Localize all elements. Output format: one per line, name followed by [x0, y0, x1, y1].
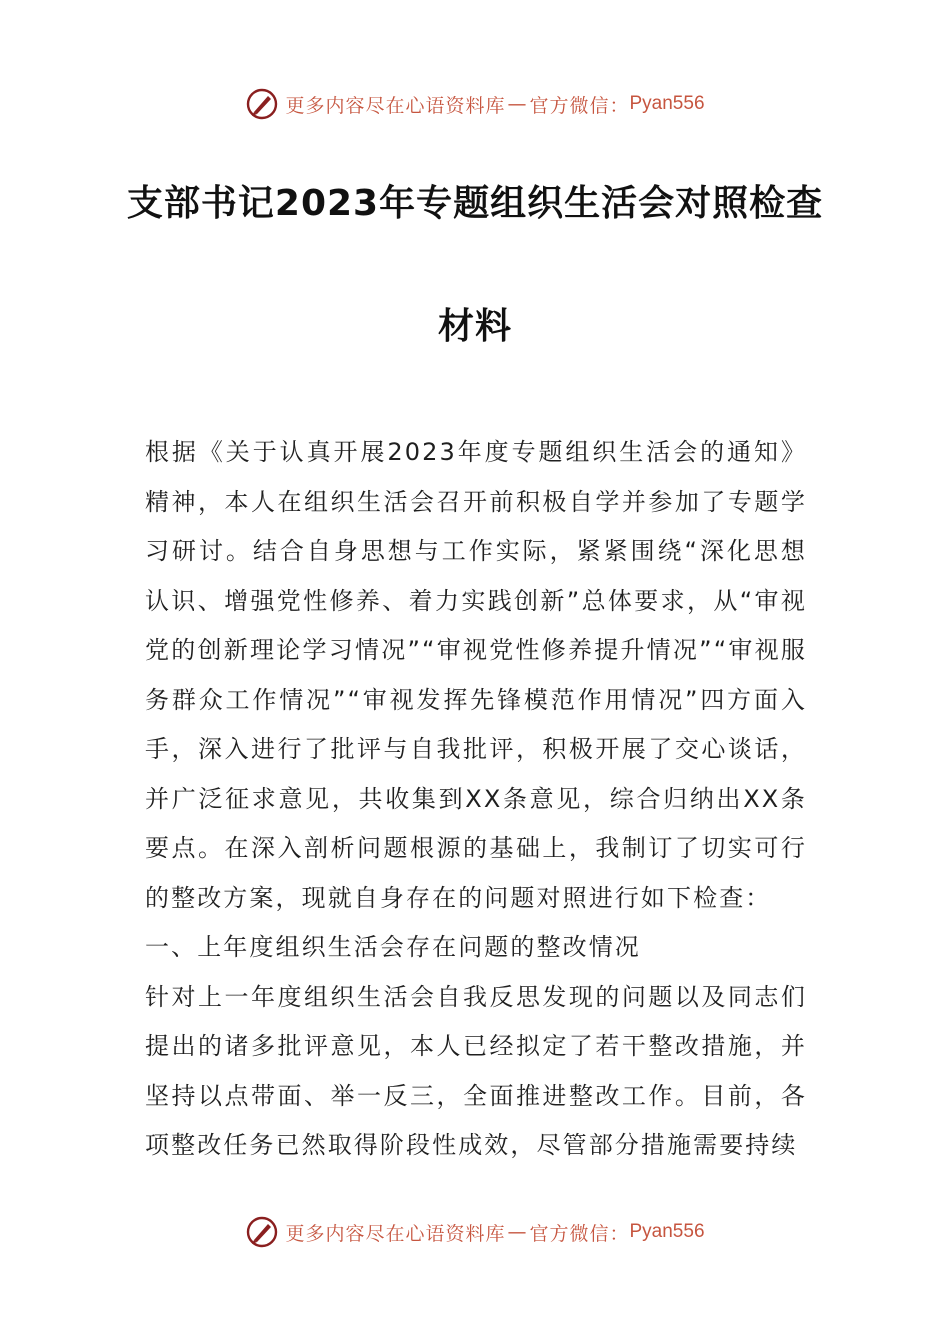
- document-body: [145, 428, 807, 1171]
- body-paragraph: 针对上一年度组织生活会自我反思发现的问题以及同志们提出的诸多批评意见，本人已经拟定了若干整改措施，并坚持以点带面、举一反三，全面推进整改工作。目前，各项整改任务已然取得阶段性成效，尽管部分措施需要持续: [145, 982, 807, 1159]
- pen-logo-icon: [245, 87, 279, 121]
- document-title-line-1: 支部书记2023年专题组织生活会对照检查: [126, 183, 824, 224]
- document-title-line-2: 材料: [437, 306, 512, 347]
- watermark-text: 更多内容尽在心语资料库: [285, 94, 506, 117]
- watermark-label: 官方微信：: [529, 1222, 630, 1245]
- watermark-label: 官方微信：: [529, 94, 630, 117]
- pen-logo-icon: [245, 1215, 279, 1249]
- intro-paragraph: 根据《关于认真开展2023年度专题组织生活会的通知》精神，本人在组织生活会召开前积极自学并参加了专题学习研讨。结合自身思想与工作实际，紧紧围绕“深化思想认识、增强党性修养、着力实践创新”总体要求，从“审视党的创新理论学习情况”“审视党性修养提升情况”“审视服务群众工作情况”“审视发挥先锋模范作用情况”四方面入手，深入进行了批评与自我批评，积极开展了交心谈话，并广泛征求意见，共收集到XX条意见，综合归纳出XX条要点。在深入剖析问题根源的基础上，我制订了切实可行的整改方案，现就自身存在的问题对照进行如下检查：: [145, 438, 807, 912]
- watermark-footer: [0, 1212, 950, 1252]
- watermark-account: Pyan556: [629, 93, 705, 114]
- watermark-account: Pyan556: [629, 1221, 705, 1242]
- watermark-header: [0, 84, 950, 124]
- watermark-separator: —: [507, 93, 528, 115]
- watermark-text: 更多内容尽在心语资料库: [285, 1222, 506, 1245]
- watermark-separator: —: [507, 1221, 528, 1243]
- section-heading: 一、上年度组织生活会存在问题的整改情况: [145, 933, 641, 961]
